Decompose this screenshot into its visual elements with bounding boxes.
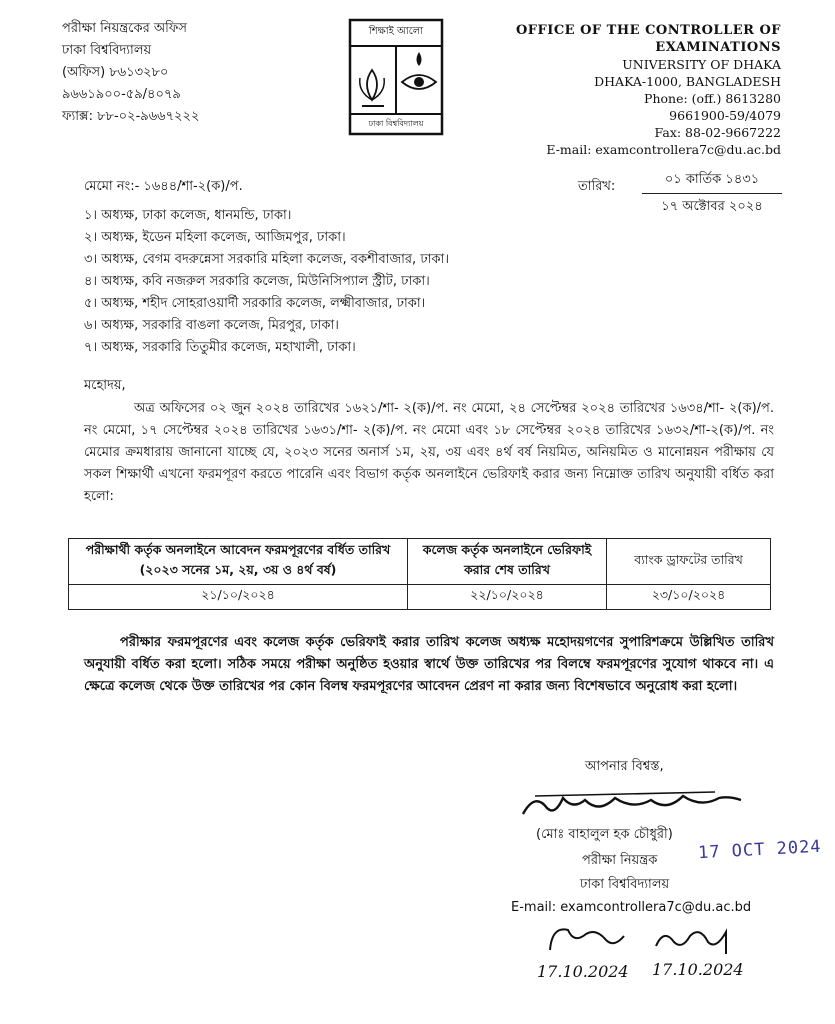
header-left-line: ফ্যাক্স: ৮৮-০২-৯৬৬৭২২২ (62, 109, 200, 124)
memo-number: মেমো নং:- ১৬৪৪/শা-২(ক)/প. (84, 179, 243, 194)
header-office-title-2: EXAMINATIONS (655, 40, 781, 55)
header-left-line: ঢাকা বিশ্ববিদ্যালয় (62, 43, 152, 58)
list-item: ৭। অধ্যক্ষ, সরকারি তিতুমীর কলেজ, মহাখালী, ঢাকা। (84, 340, 356, 355)
header-left (62, 18, 199, 128)
header-right-line: Fax: 88-02-9667222 (654, 125, 781, 140)
addressee-list (84, 205, 449, 359)
header-right-line: UNIVERSITY OF DHAKA (622, 57, 781, 72)
table-header-row (69, 539, 771, 585)
closing-paragraph: পরীক্ষার ফরমপূরণের এবং কলেজ কর্তৃক ভেরিফাই করার তারিখ কলেজ অধ্যক্ষ মহোদয়গণের সুপারিশক্রমে উল্লিখিত তারিখ অনুযায়ী বর্ধিত করা হলো। সঠিক সময়ে পরীক্ষা অনুষ্ঠিত হওয়ার স্বার্থে উক্ত তারিখের পর বিলম্বে ফরমপূরণের সুযোগ থাকবে না। এ ক্ষেত্রে কলেজ থেকে উক্ত তারিখের পর কোন বিলম্ব ফরমপূরণের আবেদন প্রেরণ না করার জন্য বিশেষভাবে অনুরোধ করা হলো। (84, 635, 774, 694)
signature-closing: আপনার বিশ্বস্ত, (585, 759, 664, 774)
table-cell: ২৩/১০/২০২৪ (607, 585, 771, 610)
signatory-office: ঢাকা বিশ্ববিদ্যালয় (580, 877, 670, 892)
handwritten-signature (515, 786, 745, 822)
initial-1 (540, 920, 630, 958)
initial-date-1: 17.10.2024 (537, 962, 629, 981)
logo-bottom-text: ঢাকা বিশ্ববিদ্যালয় (368, 119, 424, 128)
header-left-line: (অফিস) ৮৬১৩২৮০ (62, 65, 169, 80)
signatory-email: E-mail: examcontrollera7c@du.ac.bd (511, 900, 752, 915)
list-item: ৫। অধ্যক্ষ, শহীদ সোহরাওয়ার্দী সরকারি কলেজ, লক্ষ্মীবাজার, ঢাকা। (84, 296, 426, 311)
signatory-designation: পরীক্ষা নিয়ন্ত্রক (582, 853, 658, 868)
date-stamp: 17 OCT 2024 (697, 836, 823, 864)
header-right-line: 9661900-59/4079 (669, 108, 781, 123)
table-header-cell: পরীক্ষার্থী কর্তৃক অনলাইনে আবেদন ফরমপূরণের বর্ধিত তারিখ (২০২৩ সনের ১ম, ২য়, ৩য় ও ৪র্থ বর্ষ) (69, 539, 408, 585)
date-english: ১৭ অক্টোবর ২০২৪ (661, 199, 763, 214)
date-table (68, 538, 771, 610)
date-label: তারিখ: (578, 179, 616, 194)
list-item: ৬। অধ্যক্ষ, সরকারি বাঙলা কলেজ, মিরপুর, ঢাকা। (84, 318, 339, 333)
header-office-title: OFFICE OF THE CONTROLLER OF (515, 23, 781, 38)
table-header-cell: কলেজ কর্তৃক অনলাইনে ভেরিফাই করার শেষ তারিখ (408, 539, 607, 585)
list-item: ১। অধ্যক্ষ, ঢাকা কলেজ, ধানমন্ডি, ঢাকা। (84, 208, 292, 223)
list-item: ৩। অধ্যক্ষ, বেগম বদরুন্নেসা সরকারি মহিলা কলেজ, বকশীবাজার, ঢাকা। (84, 252, 449, 267)
university-logo (348, 18, 444, 136)
table-cell: ২১/১০/২০২৪ (69, 585, 408, 610)
header-right (516, 22, 781, 158)
logo-top-text: শিক্ষাই আলো (368, 26, 424, 37)
list-item: ৪। অধ্যক্ষ, কবি নজরুল সরকারি কলেজ, মিউনিসিপ্যাল স্ট্রীট, ঢাকা। (84, 274, 430, 289)
header-right-line: DHAKA-1000, BANGLADESH (594, 74, 781, 89)
table-cell: ২২/১০/২০২৪ (408, 585, 607, 610)
header-left-line: ৯৬৬১৯০০-৫৯/৪০৭৯ (62, 87, 181, 102)
table-header-cell: ব্যাংক ড্রাফটের তারিখ (607, 539, 771, 585)
initial-2 (650, 920, 740, 958)
header-right-line: Phone: (off.) 8613280 (644, 91, 781, 106)
signatory-name: (মোঃ বাহালুল হক চৌধুরী) (536, 827, 673, 842)
body-paragraph: অত্র অফিসের ০২ জুন ২০২৪ তারিখের ১৬২১/শা- ২(ক)/প. নং মেমো, ২৪ সেপ্টেম্বর ২০২৪ তারিখের ১৬৩৪/শা- ২(ক)/প. নং মেমো, ১৭ সেপ্টেম্বর ২০২৪ তারিখের ১৬৩১/শা- ২(ক)/প. নং মেমো এবং ১৮ সেপ্টেম্বর ২০২৪ তারিখের ১৬৩২/শা-২(ক)/প. নং মেমোর ক্রমধারায় জানানো যাচ্ছে যে, ২০২৩ সনের অনার্স ১ম, ২য়, ৩য় এবং ৪র্থ বর্ষ নিয়মিত, অনিয়মিত ও মানোন্নয়ন পরীক্ষায় যে সকল শিক্ষার্থী এখনো ফরমপূরণ করতে পারেনি এবং বিভাগ কর্তৃক অনলাইনে ভেরিফাই করার জন্য নিম্নোক্ত তারিখ অনুযায়ী বর্ধিত করা হলো: (84, 401, 774, 504)
initial-date-2: 17.10.2024 (652, 960, 744, 979)
date-bangla: ০১ কার্তিক ১৪৩১ (642, 170, 782, 194)
table-row (69, 585, 771, 610)
date-block (642, 170, 782, 218)
salutation: মহোদয়, (84, 378, 126, 393)
list-item: ২। অধ্যক্ষ, ইডেন মহিলা কলেজ, আজিমপুর, ঢাকা। (84, 230, 346, 245)
header-right-line: E-mail: examcontrollera7c@du.ac.bd (546, 142, 781, 157)
header-left-line: পরীক্ষা নিয়ন্ত্রকের অফিস (62, 21, 187, 36)
